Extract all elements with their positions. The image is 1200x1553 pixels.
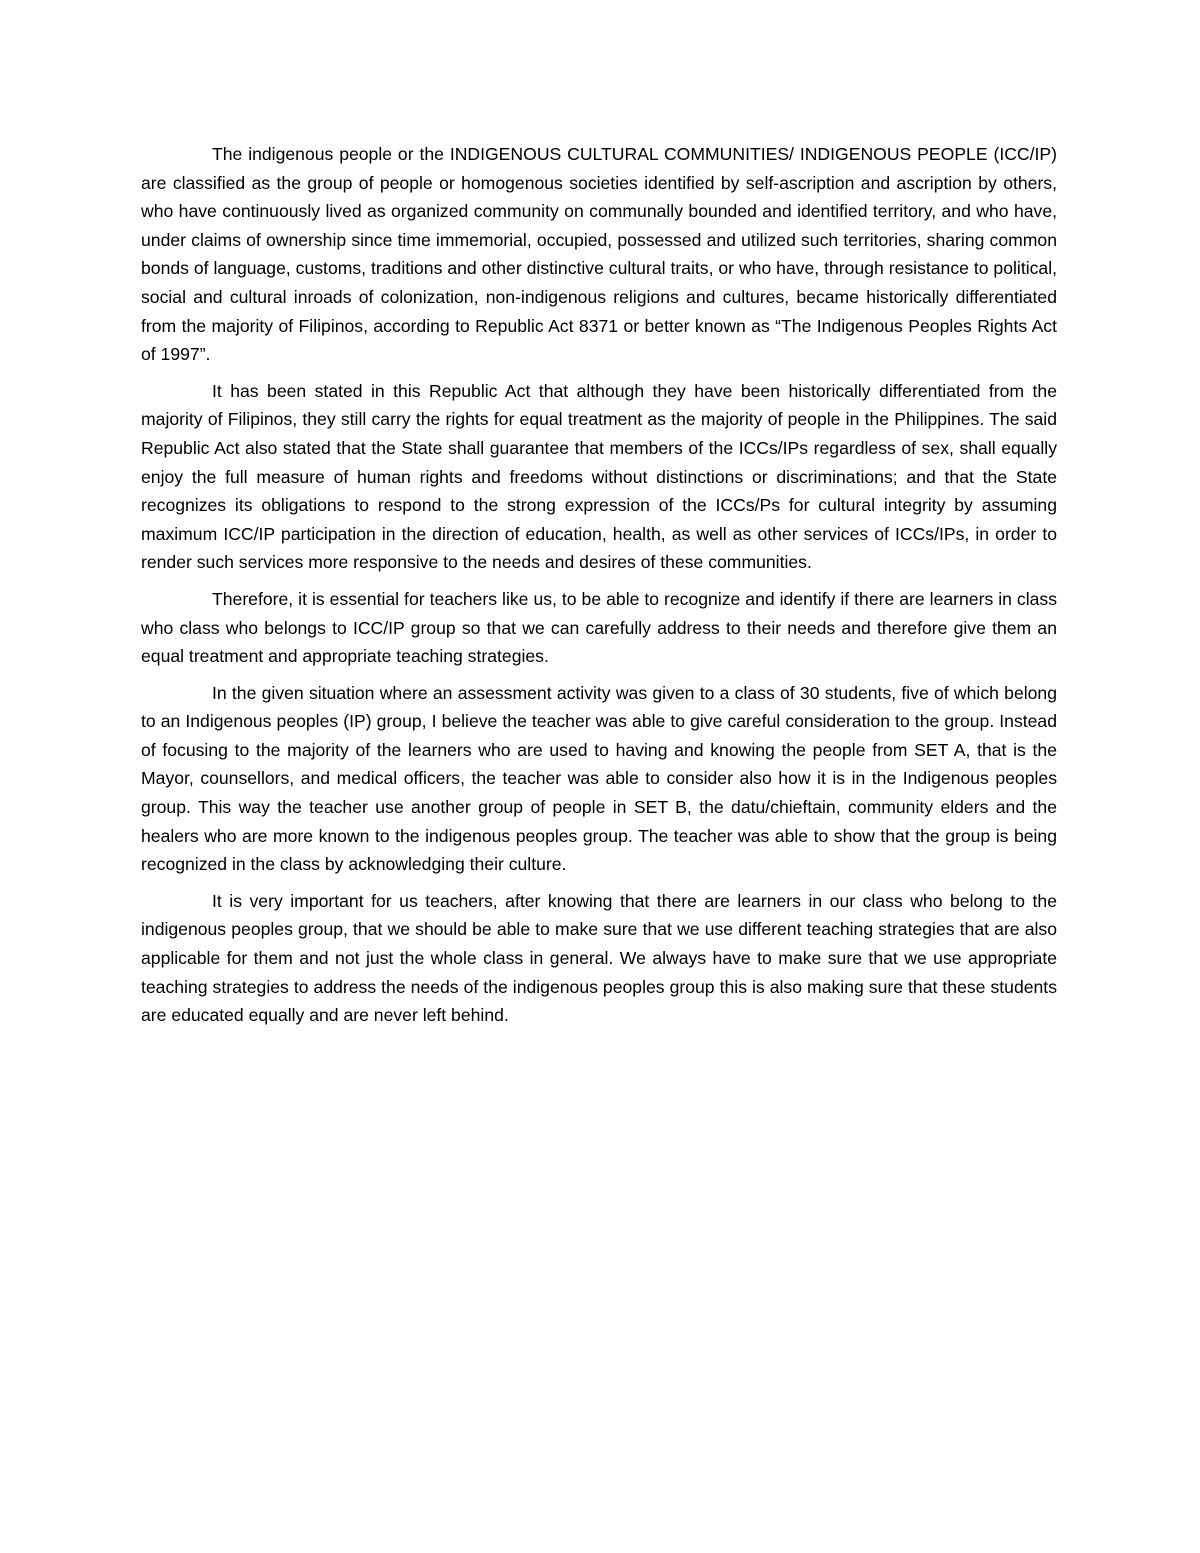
document-body — [141, 140, 1057, 1038]
paragraph-republic-act-rights: It has been stated in this Republic Act that although they have been historically differentiated from the majority of Filipinos, they still carry the rights for equal treatment as the majority of people in the Philippines. The said Republic Act also stated that the State shall guarantee that members of the ICCs/IPs regardless of sex, shall equally enjoy the full measure of human rights and freedoms without distinctions or discriminations; and that the State recognizes its obligations to respond to the strong expression of the ICCs/Ps for cultural integrity by assuming maximum ICC/IP participation in the direction of education, health, as well as other services of ICCs/IPs, in order to render such services more responsive to the needs and desires of these communities. — [141, 380, 1057, 573]
paragraph-teachers-recognize: Therefore, it is essential for teachers like us, to be able to recognize and identify if there are learners in class who class who belongs to ICC/IP group so that we can carefully address to their needs and therefore give them an equal treatment and appropriate teaching strategies. — [141, 588, 1057, 667]
paragraph-teaching-strategies: It is very important for us teachers, after knowing that there are learners in our class who belong to the indigenous peoples group, that we should be able to make sure that we use different teaching strategies that are also applicable for them and not just the whole class in general. We always have to make sure that we use appropriate teaching strategies to address the needs of the indigenous peoples group this is also making sure that these students are educated equally and are never left behind. — [141, 890, 1057, 1026]
paragraph-icc-ip-definition: The indigenous people or the INDIGENOUS CULTURAL COMMUNITIES/ INDIGENOUS PEOPLE (ICC/IP) are classified as the group of people or homogenous societies identified by self-ascription and ascription by others, who have continuously lived as organized community on communally bounded and identified territory, and who have, under claims of ownership since time immemorial, occupied, possessed and utilized such territories, sharing common bonds of language, customs, traditions and other distinctive cultural traits, or who have, through resistance to political, social and cultural inroads of colonization, non-indigenous religions and cultures, became historically differentiated from the majority of Filipinos, according to Republic Act 8371 or better known as “The Indigenous Peoples Rights Act of 1997”. — [141, 144, 1057, 365]
paragraph-given-situation: In the given situation where an assessment activity was given to a class of 30 students, five of which belong to an Indigenous peoples (IP) group, I believe the teacher was able to give careful consideration to the group. Instead of focusing to the majority of the learners who are used to having and knowing the people from SET A, that is the Mayor, counsellors, and medical officers, the teacher was able to consider also how it is in the Indigenous peoples group. This way the teacher use another group of people in SET B, the datu/chieftain, community elders and the healers who are more known to the indigenous peoples group. The teacher was able to show that the group is being recognized in the class by acknowledging their culture. — [141, 682, 1057, 875]
